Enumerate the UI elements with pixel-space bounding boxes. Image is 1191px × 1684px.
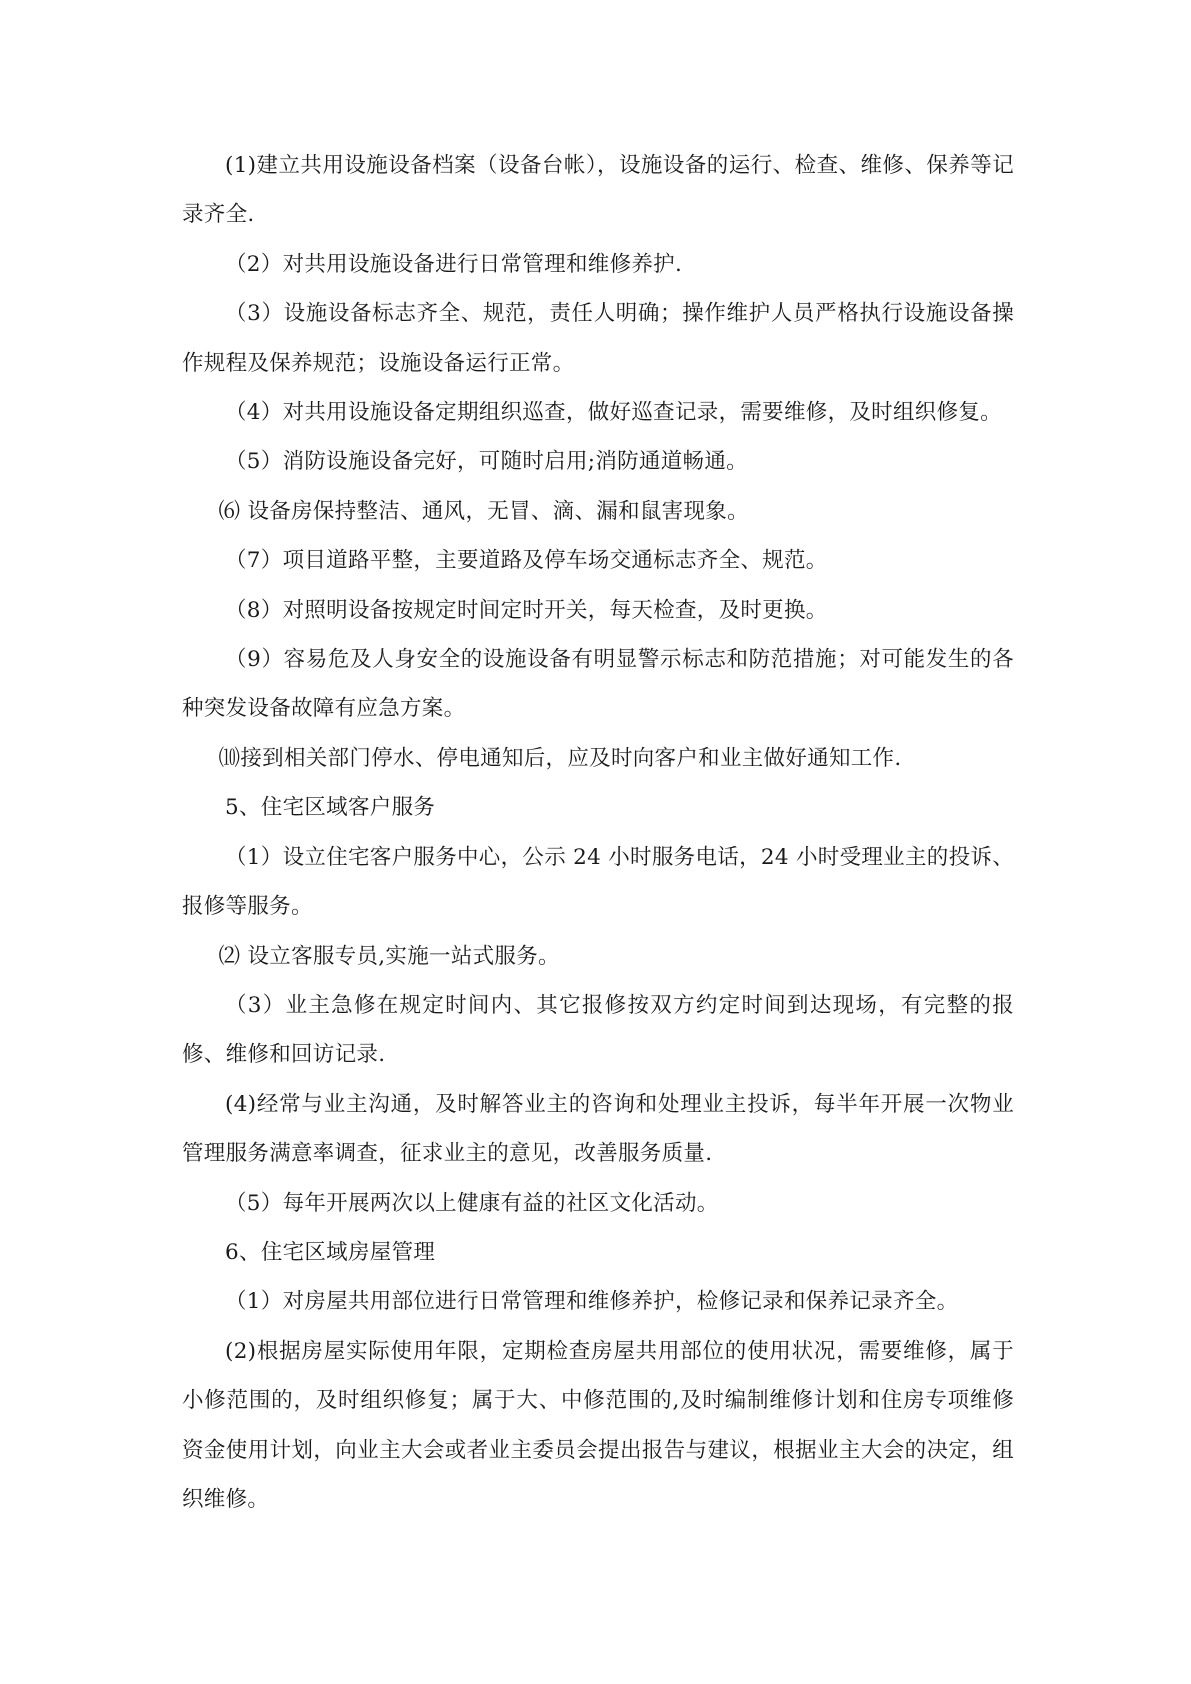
paragraph-3: （3）设施设备标志齐全、规范，责任人明确；操作维护人员严格执行设施设备操作规程及保养规范；设施设备运行正常。 xyxy=(182,301,1014,376)
paragraph-11: （1）设立住宅客户服务中心，公示 24 小时服务电话，24 小时受理业主的投诉、报修等服务。 xyxy=(182,844,1014,920)
paragraph-9: （9）容易危及人身安全的设施设备有明显警示标志和防范措施；对可能发生的各种突发设备故障有应急方案。 xyxy=(182,647,1014,722)
paragraph-7: （7）项目道路平整，主要道路及停车场交通标志齐全、规范。 xyxy=(225,548,828,574)
section-heading-6: 6、住宅区域房屋管理 xyxy=(225,1239,436,1265)
paragraph-17: (2)根据房屋实际使用年限，定期检查房屋共用部位的使用状况，需要维修，属于小修范围的，及时组织修复；属于大、中修范围的,及时编制维修计划和住房专项维修资金使用计划，向业主大会或者业主委员会提出报告与建议，根据业主大会的决定，组织维修。 xyxy=(182,1338,1014,1512)
paragraph-8: （8）对照明设备按规定时间定时开关，每天检查，及时更换。 xyxy=(225,597,828,623)
paragraph-14: (4)经常与业主沟通，及时解答业主的咨询和处理业主投诉，每半年开展一次物业管理服务满意率调查，征求业主的意见，改善服务质量. xyxy=(182,1091,1014,1167)
section-heading-5: 5、住宅区域客户服务 xyxy=(225,795,436,821)
paragraph-12: ⑵ 设立客服专员,实施一站式服务。 xyxy=(218,943,560,969)
paragraph-15: （5）每年开展两次以上健康有益的社区文化活动。 xyxy=(225,1190,719,1216)
document-body xyxy=(182,141,1014,1524)
paragraph-2: （2）对共用设施设备进行日常管理和维修养护. xyxy=(225,251,683,277)
paragraph-1: (1)建立共用设施设备档案（设备台帐），设施设备的运行、检查、维修、保养等记录齐全. xyxy=(182,153,1014,228)
paragraph-10: ⑽接到相关部门停水、停电通知后，应及时向客户和业主做好通知工作. xyxy=(218,745,902,771)
paragraph-16: （1）对房屋共用部位进行日常管理和维修养护，检修记录和保养记录齐全。 xyxy=(225,1289,959,1315)
paragraph-5: （5）消防设施设备完好，可随时启用;消防通道畅通。 xyxy=(225,449,748,475)
paragraph-13: （3）业主急修在规定时间内、其它报修按双方约定时间到达现场，有完整的报修、维修和回访记录. xyxy=(182,992,1014,1068)
paragraph-6: ⑹ 设备房保持整洁、通风，无冒、滴、漏和鼠害现象。 xyxy=(218,498,749,524)
paragraph-4: （4）对共用设施设备定期组织巡查，做好巡查记录，需要维修，及时组织修复。 xyxy=(225,400,1002,426)
